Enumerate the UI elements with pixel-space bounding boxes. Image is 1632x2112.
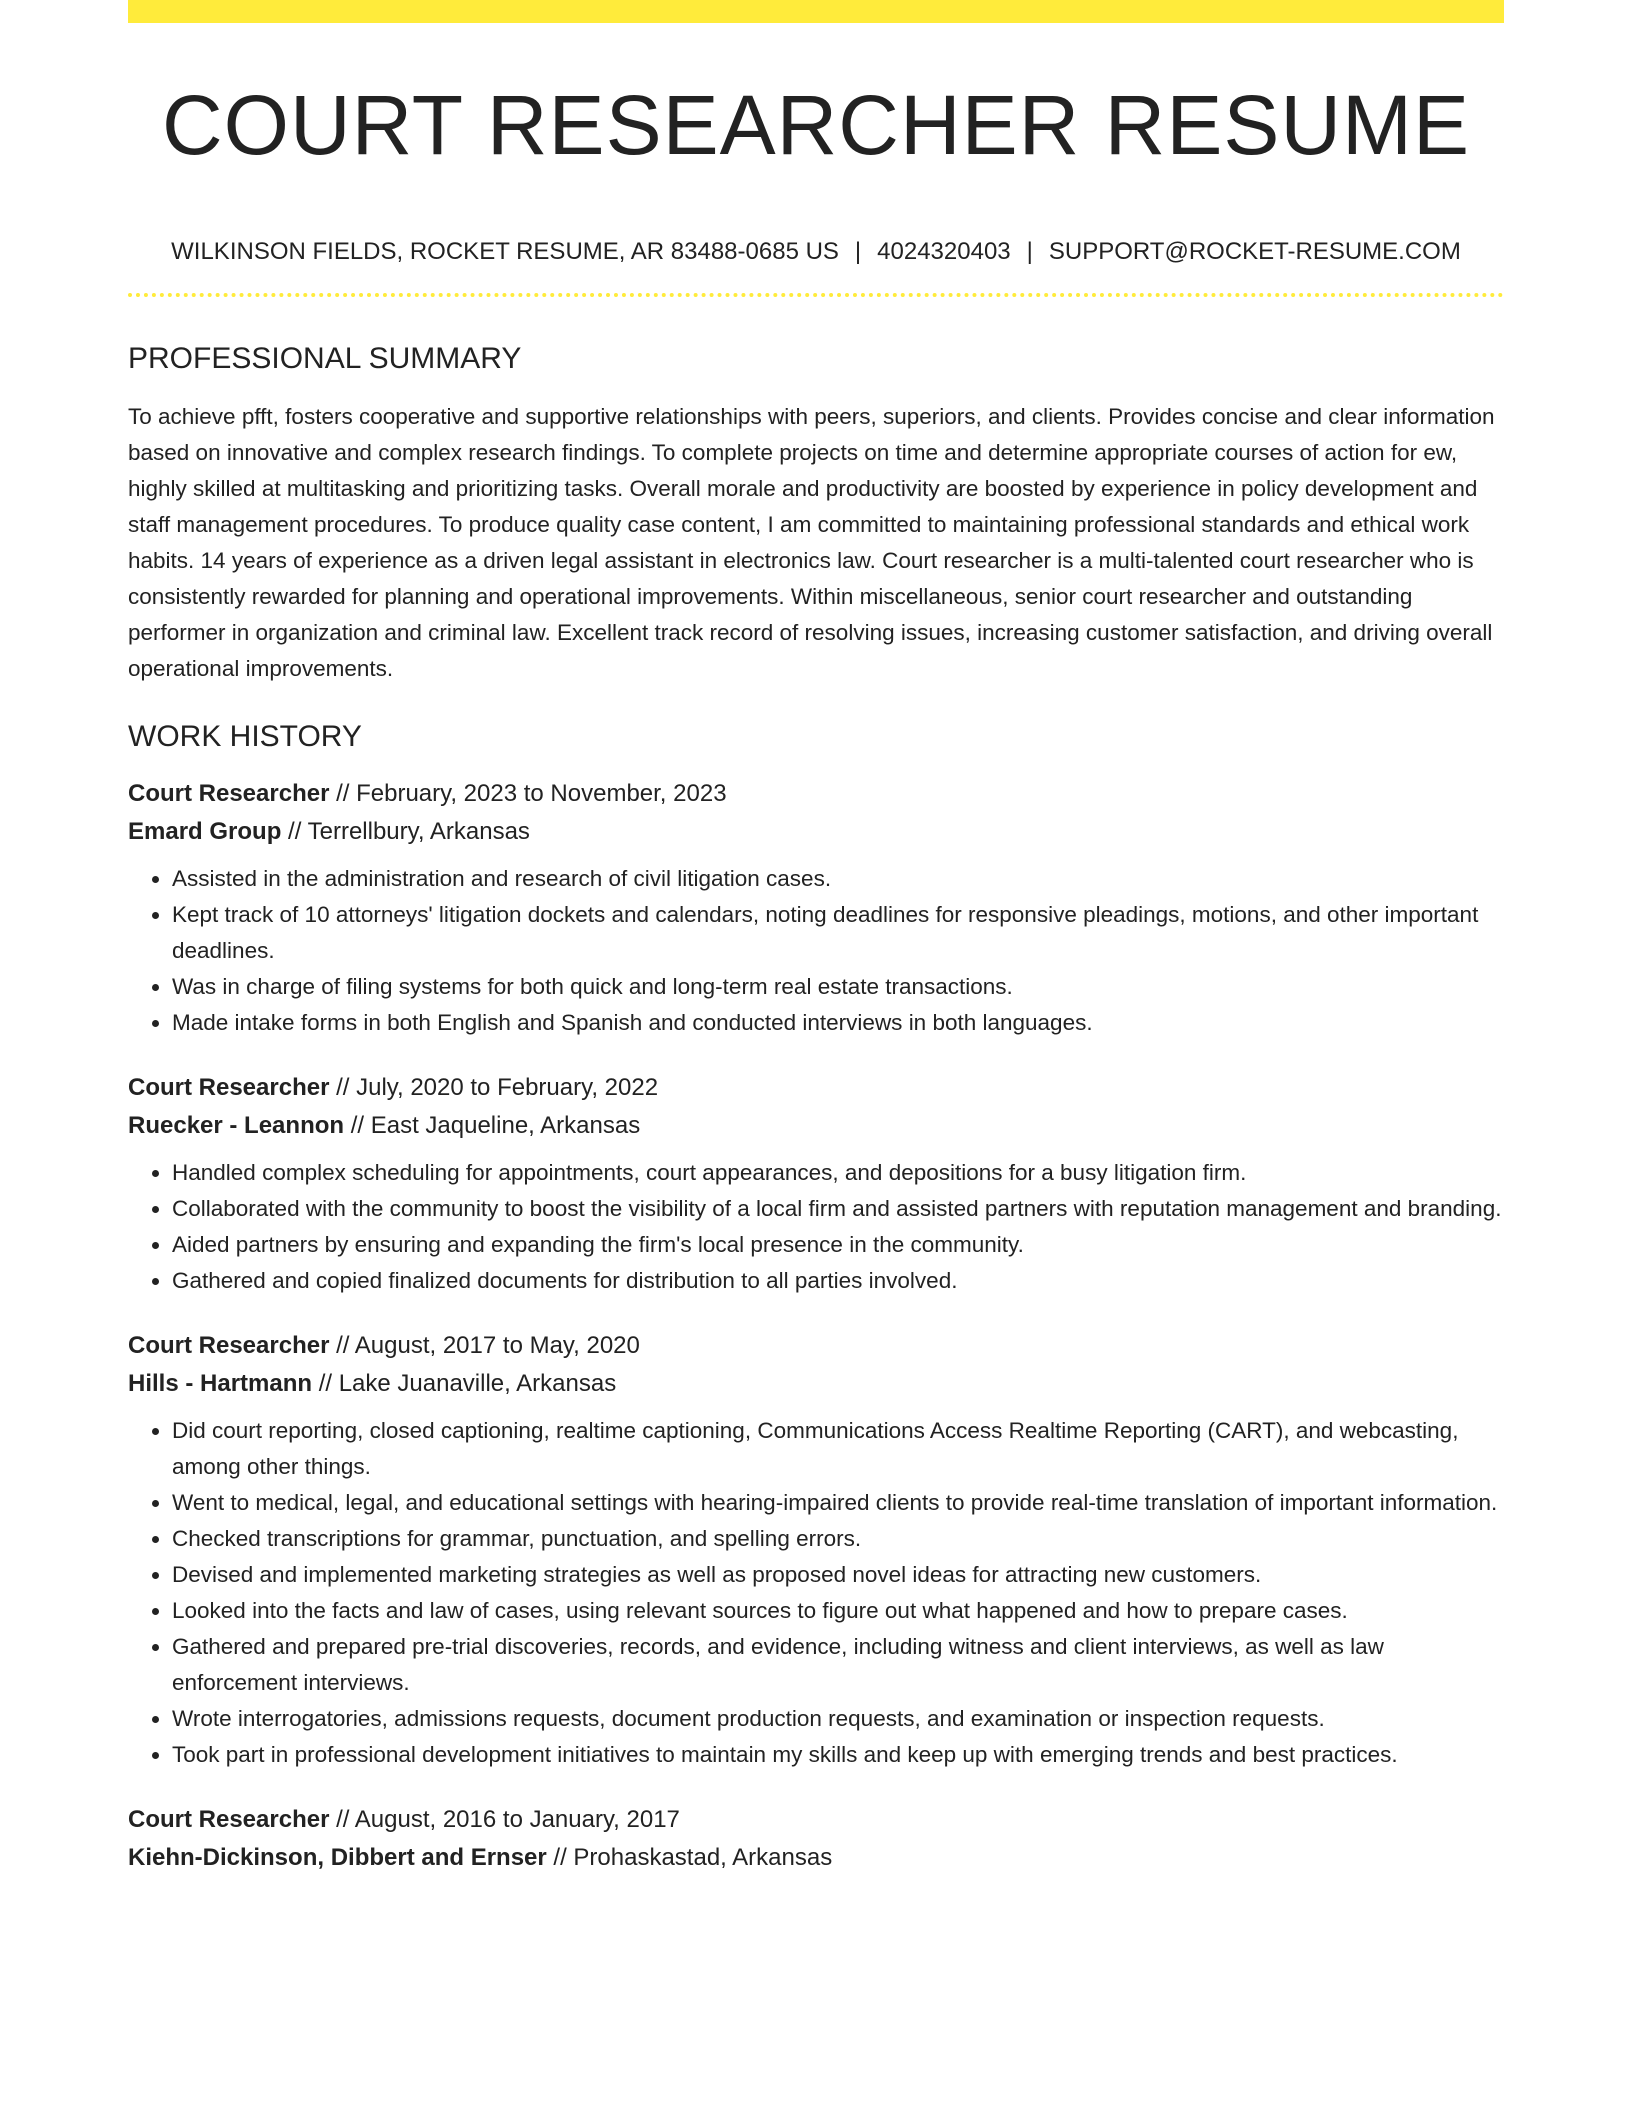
job-title-line bbox=[128, 1069, 1504, 1107]
job-bullet: • Handled complex scheduling for appointments, court appearances, and depositions for a busy litigation firm. bbox=[172, 1155, 1504, 1191]
job-company-line bbox=[128, 1365, 1504, 1403]
dotted-divider bbox=[128, 293, 1504, 297]
job-bullet: • Kept track of 10 attorneys' litigation dockets and calendars, noting deadlines for responsive pleadings, motions, and other important deadlines. bbox=[172, 897, 1504, 969]
job-company: Hills - Hartmann bbox=[128, 1370, 313, 1397]
job-bullet: • Checked transcriptions for grammar, punctuation, and spelling errors. bbox=[172, 1521, 1504, 1557]
job-location: Lake Juanaville, Arkansas bbox=[338, 1370, 617, 1397]
job-bullet: • Gathered and prepared pre-trial discoveries, records, and evidence, including witness and client interviews, as well as law enforcement interviews. bbox=[172, 1629, 1504, 1701]
job-title: Court Researcher bbox=[128, 780, 330, 807]
job-bullet: • Took part in professional development initiatives to maintain my skills and keep up with emerging trends and best practices. bbox=[172, 1737, 1504, 1773]
resume-page bbox=[128, 0, 1504, 1877]
job-bullet: • Wrote interrogatories, admissions requests, document production requests, and examination or inspection requests. bbox=[172, 1701, 1504, 1737]
job-divider: // bbox=[281, 818, 308, 845]
job-company: Emard Group bbox=[128, 818, 282, 845]
job-entry bbox=[128, 1327, 1504, 1773]
summary-text: To achieve pfft, fosters cooperative and supportive relationships with peers, superiors, and clients. Provides concise and clear information based on innovative and complex research findings. To complete projects on time and determine appropriate courses of action for ew, highly skilled at multitasking and prioritizing tasks. Overall morale and productivity are boosted by experience in policy development and staff management procedures. To produce quality case content, I am committed to maintaining professional standards and ethical work habits. 14 years of experience as a driven legal assistant in electronics law. Court researcher is a multi-talented court researcher who is consistently rewarded for planning and operational improvements. Within miscellaneous, senior court researcher and outstanding performer in organization and criminal law. Excellent track record of resolving issues, increasing customer satisfaction, and driving overall operational improvements. bbox=[128, 404, 1495, 681]
job-dates: February, 2023 to November, 2023 bbox=[356, 780, 727, 807]
contact-email: SUPPORT@ROCKET-RESUME.COM bbox=[1048, 238, 1461, 265]
contact-phone: 4024320403 bbox=[877, 238, 1011, 265]
job-dates: August, 2016 to January, 2017 bbox=[354, 1806, 680, 1833]
work-history-heading: WORK HISTORY bbox=[128, 720, 362, 753]
job-bullet: • Devised and implemented marketing strategies as well as proposed novel ideas for attracting new customers. bbox=[172, 1557, 1504, 1593]
job-location: Terrellbury, Arkansas bbox=[307, 818, 530, 845]
job-bullet: • Did court reporting, closed captioning, realtime captioning, Communications Access Realtime Reporting (CART), and webcasting, among other things. bbox=[172, 1413, 1504, 1485]
job-entry bbox=[128, 1069, 1504, 1299]
job-entry bbox=[128, 775, 1504, 1041]
contact-separator: | bbox=[854, 238, 862, 265]
job-company: Ruecker - Leannon bbox=[128, 1112, 345, 1139]
job-company-line bbox=[128, 813, 1504, 851]
job-divider: // bbox=[329, 1806, 355, 1833]
contact-separator: | bbox=[1026, 238, 1033, 265]
job-list bbox=[128, 775, 1504, 1877]
job-bullet: • Went to medical, legal, and educational settings with hearing-impaired clients to provide real-time translation of important information. bbox=[172, 1485, 1504, 1521]
job-bullet: • Collaborated with the community to boost the visibility of a local firm and assisted partners with reputation management and branding. bbox=[172, 1191, 1504, 1227]
job-title: Court Researcher bbox=[128, 1074, 330, 1101]
job-dates: August, 2017 to May, 2020 bbox=[354, 1332, 640, 1359]
job-location: Prohaskastad, Arkansas bbox=[573, 1844, 833, 1871]
job-title: Court Researcher bbox=[128, 1806, 330, 1833]
contact-address: WILKINSON FIELDS, ROCKET RESUME, AR 83488-0685 US bbox=[171, 238, 839, 265]
job-bullet: • Made intake forms in both English and Spanish and conducted interviews in both languages. bbox=[172, 1005, 1504, 1041]
job-company-line bbox=[128, 1839, 1504, 1877]
job-bullets bbox=[128, 861, 1504, 1041]
job-title-line bbox=[128, 775, 1504, 813]
job-divider: // bbox=[344, 1112, 371, 1139]
job-dates: July, 2020 to February, 2022 bbox=[356, 1074, 659, 1101]
resume-title: COURT RESEARCHER RESUME bbox=[161, 78, 1471, 172]
job-divider: // bbox=[329, 1332, 355, 1359]
job-divider: // bbox=[329, 1074, 357, 1101]
job-divider: // bbox=[546, 1844, 574, 1871]
job-bullet: • Gathered and copied finalized documents for distribution to all parties involved. bbox=[172, 1263, 1504, 1299]
job-bullet: • Was in charge of filing systems for both quick and long-term real estate transactions. bbox=[172, 969, 1504, 1005]
job-company-line bbox=[128, 1107, 1504, 1145]
job-bullet: • Assisted in the administration and research of civil litigation cases. bbox=[172, 861, 1504, 897]
job-divider: // bbox=[329, 780, 357, 807]
summary-heading: PROFESSIONAL SUMMARY bbox=[128, 342, 522, 375]
contact-line bbox=[128, 237, 1504, 267]
job-bullet: • Looked into the facts and law of cases, using relevant sources to figure out what happened and how to prepare cases. bbox=[172, 1593, 1504, 1629]
job-bullets bbox=[128, 1413, 1504, 1773]
job-location: East Jaqueline, Arkansas bbox=[370, 1112, 641, 1139]
job-title-line bbox=[128, 1327, 1504, 1365]
job-entry bbox=[128, 1801, 1504, 1877]
job-company: Kiehn-Dickinson, Dibbert and Ernser bbox=[128, 1844, 547, 1871]
job-bullet: • Aided partners by ensuring and expanding the firm's local presence in the community. bbox=[172, 1227, 1504, 1263]
job-title-line bbox=[128, 1801, 1504, 1839]
job-title: Court Researcher bbox=[128, 1332, 330, 1359]
top-accent-bar bbox=[128, 0, 1504, 23]
job-bullets bbox=[128, 1155, 1504, 1299]
job-divider: // bbox=[312, 1370, 339, 1397]
